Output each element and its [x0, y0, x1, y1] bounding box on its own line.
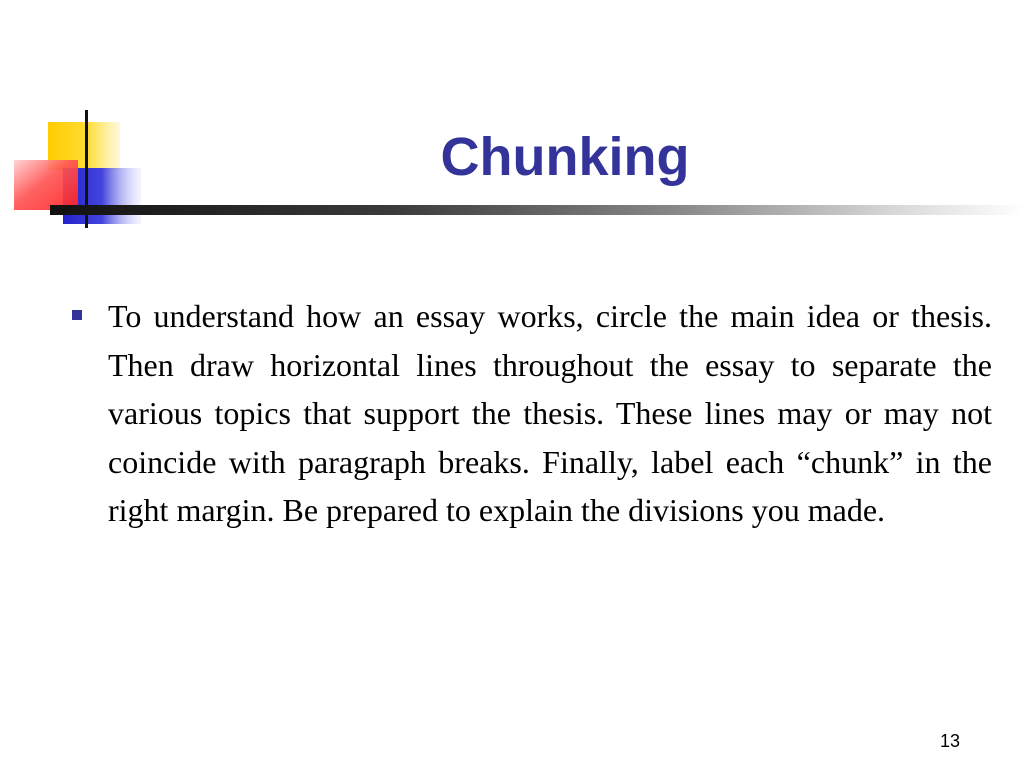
corner-decoration-graphic [0, 0, 160, 240]
title-underline-rule [50, 205, 1024, 215]
bullet-list [72, 292, 992, 535]
bullet-item [72, 292, 992, 535]
bullet-text: To understand how an essay works, circle the main idea or thesis. Then draw horizontal lines throughout the essay to separate the various topics that support the thesis. These lines may or may not coincide with paragraph breaks. Finally, label each “chunk” in the right margin. Be prepared to explain the divisions you made. [108, 298, 992, 528]
page-number: 13 [939, 731, 960, 751]
square-bullet-icon [72, 310, 82, 320]
deco-red-square [14, 160, 78, 210]
slide-title: Chunking [440, 127, 690, 187]
